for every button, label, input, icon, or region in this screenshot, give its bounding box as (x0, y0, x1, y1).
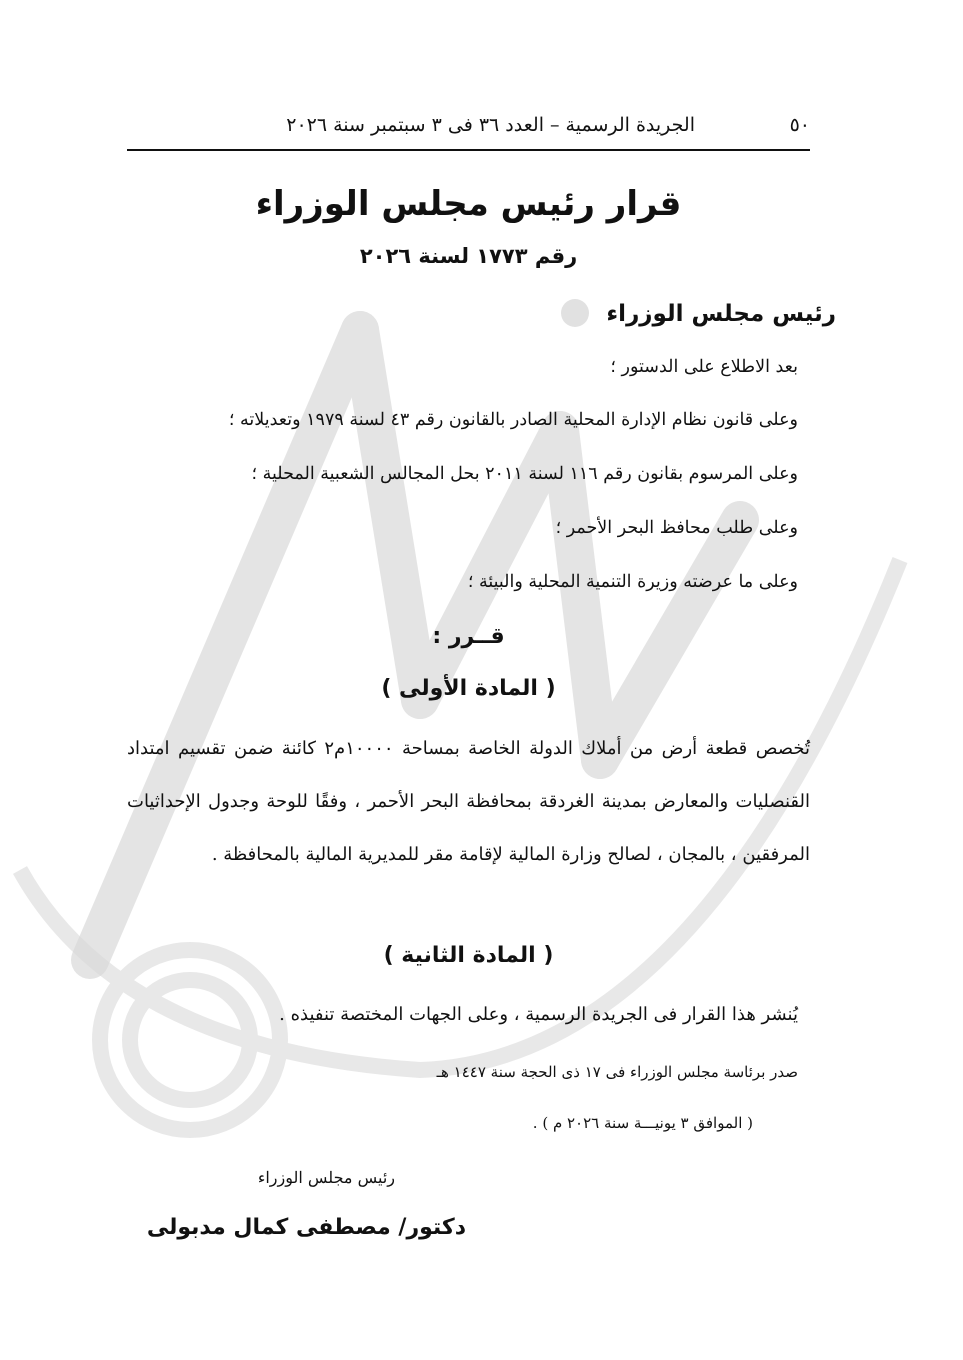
article1-heading: ( المادة الأولى ) (381, 676, 556, 701)
article2-text: يُنشر هذا القرار فى الجريدة الرسمية ، وعلى الجهات المختصة تنفيذه . (279, 1004, 798, 1025)
article1-text: تُخصص قطعة أرض من أملاك الدولة الخاصة بمساحة ١٠٠٠٠م٢ كائنة ضمن تقسيم امتداد القنصليات والمعارض بمدينة الغردقة بمحافظة البحر الأحمر ، وفقًا للوحة وجدول الإحداثيات المرفقين ، بالمجان ، لصالح وزارة المالية لإقامة مقر للمديرية المالية بالمحافظة . (127, 738, 810, 865)
issued-gregorian: ( الموافق ٣ يونيـــة سنة ٢٠٢٦ م ) . (532, 1114, 753, 1132)
decree-number: رقم ١٧٧٣ لسنة ٢٠٢٦ (359, 244, 578, 268)
preamble-line: وعلى المرسوم بقانون رقم ١١٦ لسنة ٢٠١١ بحل المجالس الشعبية المحلية ؛ (251, 464, 798, 484)
preamble-line: وعلى طلب محافظ البحر الأحمر ؛ (555, 518, 798, 538)
page-number: ٥٠ (789, 114, 810, 136)
page-header (127, 112, 810, 144)
signature-title: رئيس مجلس الوزراء (257, 1168, 395, 1187)
article2-heading: ( المادة الثانية ) (383, 943, 554, 968)
preamble-line: وعلى قانون نظام الإدارة المحلية الصادر بالقانون رقم ٤٣ لسنة ١٩٧٩ وتعديلاته ؛ (228, 410, 798, 430)
signature-name: دكتور/ مصطفى كمال مدبولى (146, 1215, 466, 1240)
preamble-line: بعد الاطلاع على الدستور ؛ (610, 357, 798, 377)
gazette-issue: الجريدة الرسمية – العدد ٣٦ فى ٣ سبتمبر سنة ٢٠٢٦ (286, 114, 695, 136)
decided-heading: قــرر : (432, 624, 505, 649)
preamble-line: وعلى ما عرضته وزيرة التنمية المحلية والبيئة ؛ (467, 572, 798, 592)
decree-title: قرار رئيس مجلس الوزراء (255, 184, 682, 224)
header-rule (127, 149, 810, 151)
decree-issuer: رئيس مجلس الوزراء (606, 301, 836, 327)
issued-hijri: صدر برئاسة مجلس الوزراء فى ١٧ ذى الحجة سنة ١٤٤٧ هـ (436, 1063, 798, 1081)
